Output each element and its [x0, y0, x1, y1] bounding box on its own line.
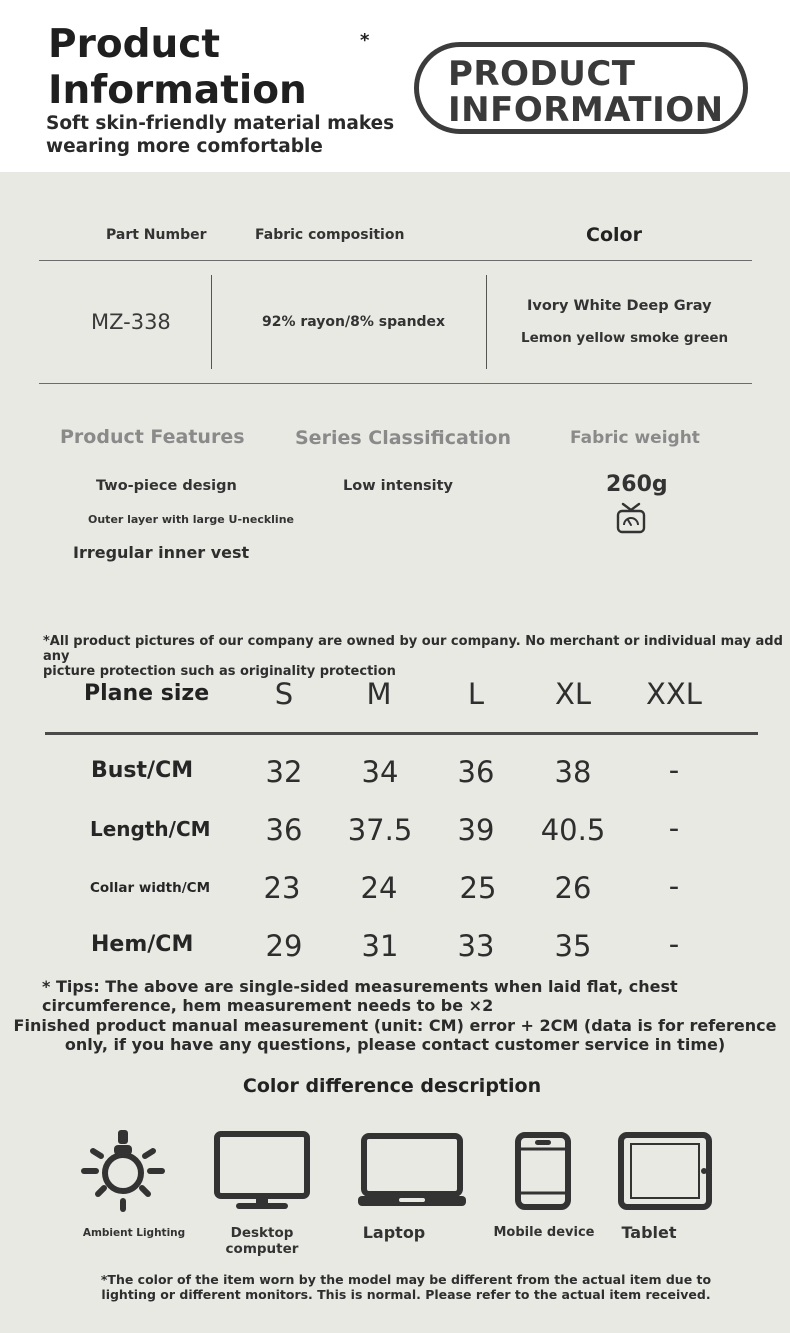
weight-value: 260g	[606, 472, 668, 497]
device-label-ambient: Ambient Lighting	[82, 1227, 186, 1239]
device-label-mobile: Mobile device	[493, 1225, 595, 1240]
header-part-number: Part Number	[106, 227, 207, 243]
table-cell: 29	[265, 929, 303, 963]
header-color: Color	[586, 224, 642, 246]
row-label-bust: Bust/CM	[91, 758, 194, 783]
mobile-phone-icon	[514, 1132, 572, 1210]
table-cell: -	[668, 753, 680, 787]
device-label-laptop: Laptop	[362, 1223, 426, 1242]
copyright-note	[43, 634, 790, 679]
table-cell: 26	[554, 871, 592, 905]
size-l: L	[467, 677, 485, 711]
header-fabric-composition: Fabric composition	[255, 227, 405, 243]
row-label-collar-width: Collar width/CM	[90, 880, 211, 896]
tips-line-2: circumference, hem measurement needs to be ×2	[42, 996, 494, 1015]
table-cell: -	[668, 927, 680, 961]
product-features-heading: Product Features	[60, 426, 245, 448]
size-m: M	[366, 677, 392, 711]
page-subtitle	[46, 112, 394, 158]
table-cell: 39	[457, 813, 495, 847]
table-cell: 36	[457, 755, 495, 789]
table-cell: 36	[265, 813, 303, 847]
column-divider-2	[486, 275, 487, 369]
table-cell: 32	[265, 755, 303, 789]
measurement-note-line-1: Finished product manual measurement (unit: CM) error + 2CM (data is for reference	[13, 1016, 777, 1035]
device-label-tablet: Tablet	[621, 1223, 677, 1242]
tips-line-1: * Tips: The above are single-sided measurements when laid flat, chest	[42, 977, 678, 996]
star-mark: *	[360, 30, 370, 51]
subtitle-line-1: Soft skin-friendly material makes	[46, 113, 395, 134]
table-cell: 25	[459, 871, 497, 905]
size-table-rule	[45, 732, 758, 735]
tips-note	[42, 977, 678, 1015]
row-label-length: Length/CM	[90, 817, 211, 841]
table-bottom-rule	[39, 383, 752, 384]
fabric-value: 92% rayon/8% spandex	[262, 314, 446, 330]
table-cell: 33	[457, 929, 495, 963]
header-banner	[0, 0, 790, 172]
size-s: S	[274, 677, 294, 711]
feature-u-neckline: Outer layer with large U-neckline	[88, 513, 294, 526]
title-line-1: Product	[48, 22, 221, 67]
page-title	[48, 22, 307, 114]
device-label-desktop: Desktop computer	[225, 1225, 299, 1257]
tablet-icon	[617, 1132, 713, 1210]
feature-two-piece: Two-piece design	[96, 478, 237, 494]
size-xl: XL	[554, 677, 592, 711]
table-cell: -	[668, 869, 680, 903]
series-classification-heading: Series Classification	[295, 427, 512, 449]
table-cell: 35	[554, 929, 592, 963]
desktop-monitor-icon	[212, 1130, 312, 1210]
table-cell: 23	[263, 871, 301, 905]
table-cell: 24	[360, 871, 398, 905]
plane-size-heading: Plane size	[84, 681, 210, 706]
color-footer-line-1: *The color of the item worn by the model may be different from the actual item due to	[100, 1272, 712, 1287]
table-cell: 31	[361, 929, 399, 963]
ambient-light-icon	[78, 1125, 168, 1215]
table-cell: 37.5	[347, 813, 413, 847]
badge-line-1: PRODUCT	[448, 54, 636, 94]
subtitle-line-2: wearing more comfortable	[46, 136, 323, 157]
table-top-rule	[39, 260, 752, 261]
laptop-icon	[356, 1132, 468, 1210]
fabric-weight-heading: Fabric weight	[570, 428, 700, 448]
table-cell: 38	[554, 755, 592, 789]
color-footer-line-2: lighting or different monitors. This is normal. Please refer to the actual item received.	[101, 1287, 711, 1302]
measurement-note-line-2: only, if you have any questions, please contact customer service in time)	[64, 1035, 726, 1054]
badge-line-2: INFORMATION	[448, 90, 724, 130]
column-divider-1	[211, 275, 212, 369]
measurement-note	[0, 1016, 790, 1054]
part-number-value: MZ-338	[91, 310, 171, 334]
table-cell: 40.5	[540, 813, 606, 847]
size-xxl: XXL	[646, 677, 702, 711]
copyright-note-line-2: picture protection such as originality protection	[43, 664, 396, 679]
table-cell: 34	[361, 755, 399, 789]
badge-text	[448, 56, 724, 128]
feature-inner-vest: Irregular inner vest	[73, 543, 250, 562]
color-value-line-1: Ivory White Deep Gray	[527, 298, 712, 314]
copyright-note-line-1: *All product pictures of our company are owned by our company. No merchant or individual may add any	[43, 634, 783, 664]
table-cell: -	[668, 811, 680, 845]
color-value-line-2: Lemon yellow smoke green	[521, 330, 729, 346]
scale-icon	[614, 501, 648, 535]
row-label-hem: Hem/CM	[91, 932, 194, 957]
color-footer-note	[0, 1272, 790, 1302]
color-difference-heading: Color difference description	[242, 1075, 542, 1097]
title-line-2: Information	[48, 68, 307, 113]
series-value: Low intensity	[343, 478, 454, 494]
